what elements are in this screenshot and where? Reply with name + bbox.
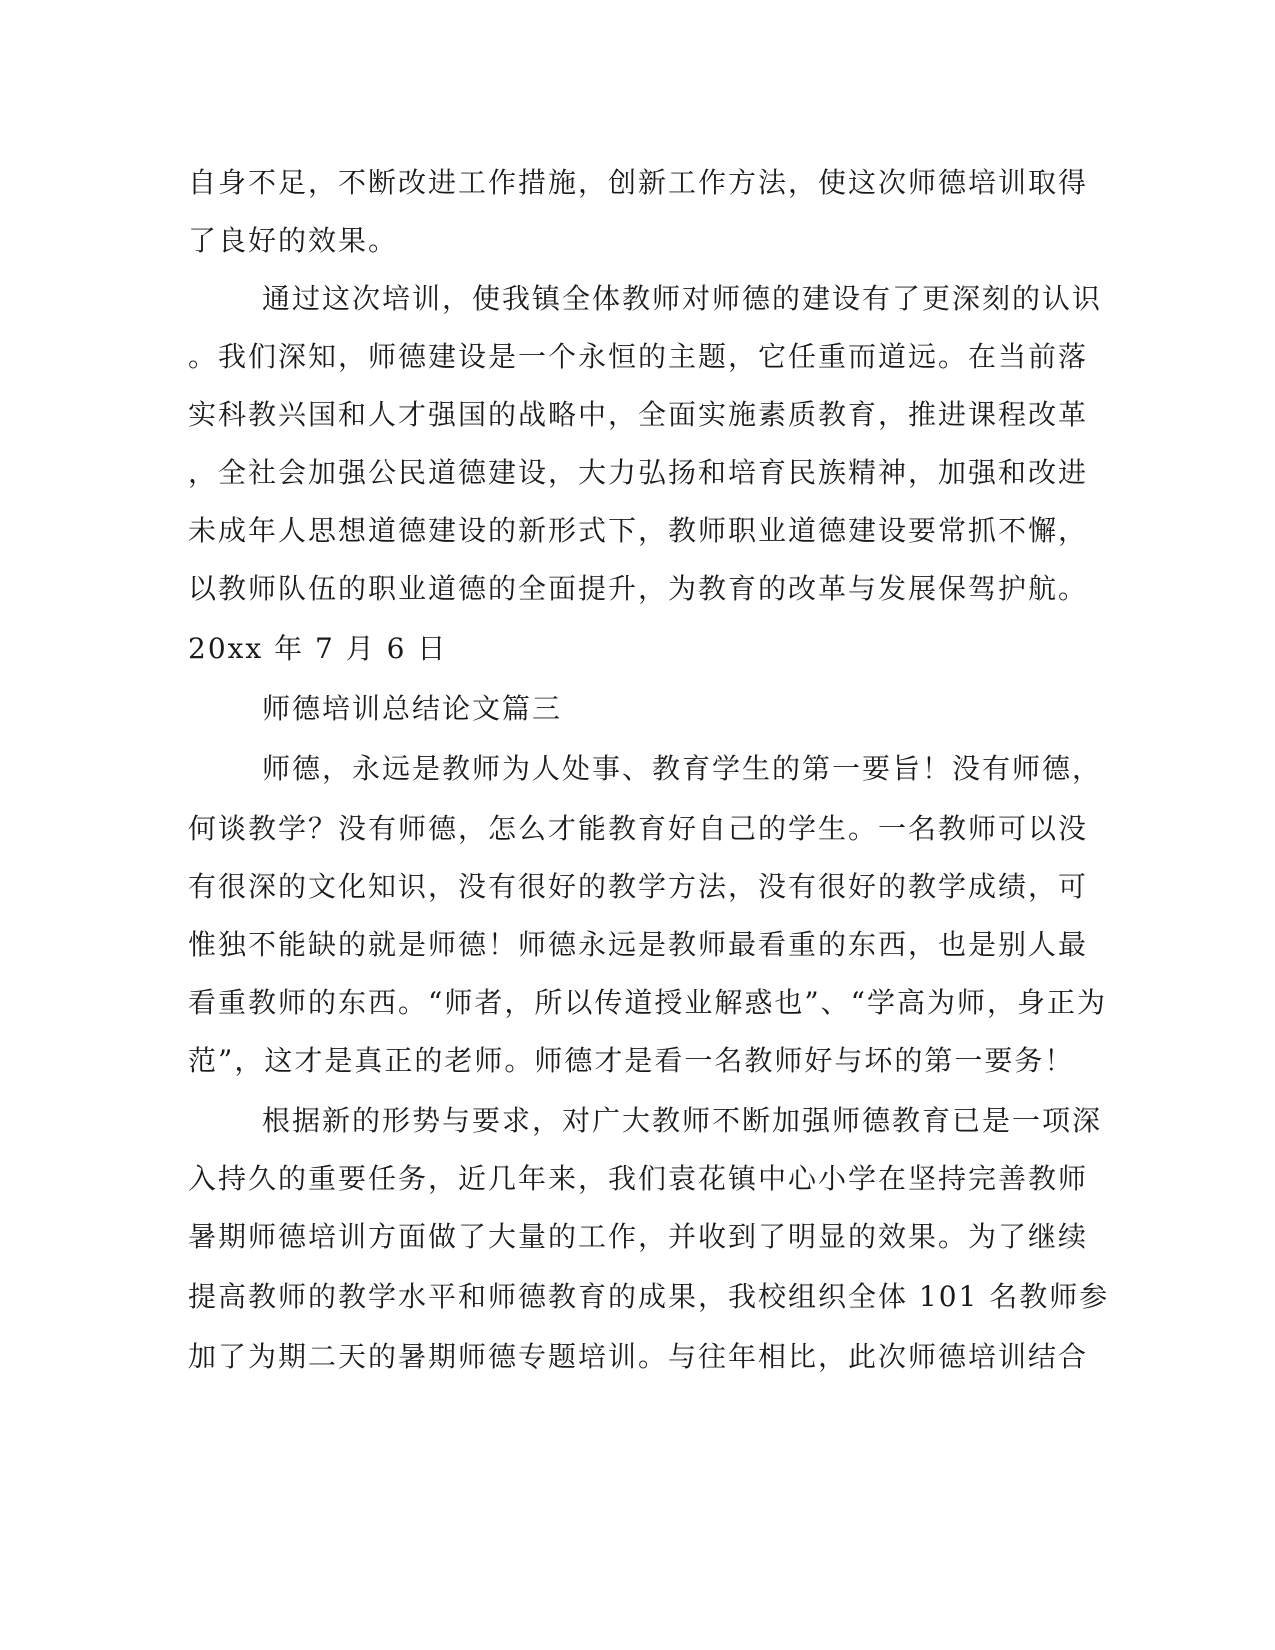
text-line: 自身不足，不断改进工作措施，创新工作方法，使这次师德培训取得 xyxy=(188,166,1089,199)
text-line: 暑期师德培训方面做了大量的工作，并收到了明显的效果。为了继续 xyxy=(188,1220,1089,1253)
text-line: 范”，这才是真正的老师。师德才是看一名教师好与坏的第一要务！ xyxy=(188,1044,1075,1077)
paragraph-start: 根据新的形势与要求，对广大教师不断加强师德教育已是一项深 xyxy=(262,1104,1103,1137)
text-line: 看重教师的东西。“师者，所以传道授业解惑也”、“学高为师，身正为 xyxy=(188,986,1107,1019)
text-line: 以教师队伍的职业道德的全面提升，为教育的改革与发展保驾护航。 xyxy=(188,572,1089,605)
text-line: 实科教兴国和人才强国的战略中，全面实施素质教育，推进课程改革 xyxy=(188,398,1089,431)
text-line: 入持久的重要任务，近几年来，我们袁花镇中心小学在坚持完善教师 xyxy=(188,1162,1089,1195)
paragraph-start: 通过这次培训，使我镇全体教师对师德的建设有了更深刻的认识 xyxy=(262,282,1103,315)
text-line: ，全社会加强公民道德建设，大力弘扬和培育民族精神，加强和改进 xyxy=(188,456,1089,489)
text-line: 有很深的文化知识，没有很好的教学方法，没有很好的教学成绩，可 xyxy=(188,870,1089,903)
text-line: 未成年人思想道德建设的新形式下，教师职业道德建设要常抓不懈， xyxy=(188,514,1089,547)
text-line: 了良好的效果。 xyxy=(188,224,399,257)
text-line: 。我们深知，师德建设是一个永恒的主题，它任重而道远。在当前落 xyxy=(188,340,1089,373)
section-heading: 师德培训总结论文篇三 xyxy=(262,692,563,725)
paragraph-start: 师德，永远是教师为人处事、教育学生的第一要旨！没有师德， xyxy=(262,752,1103,785)
text-line: 何谈教学？没有师德，怎么才能教育好自己的学生。一名教师可以没 xyxy=(188,812,1089,845)
text-line: 惟独不能缺的就是师德！师德永远是教师最看重的东西，也是别人最 xyxy=(188,928,1089,961)
date-line: 20xx 年 7 月 6 日 xyxy=(188,632,448,665)
text-line: 加了为期二天的暑期师德专题培训。与往年相比，此次师德培训结合 xyxy=(188,1340,1089,1373)
text-line: 提高教师的教学水平和师德教育的成果，我校组织全体 101 名教师参 xyxy=(188,1280,1110,1313)
